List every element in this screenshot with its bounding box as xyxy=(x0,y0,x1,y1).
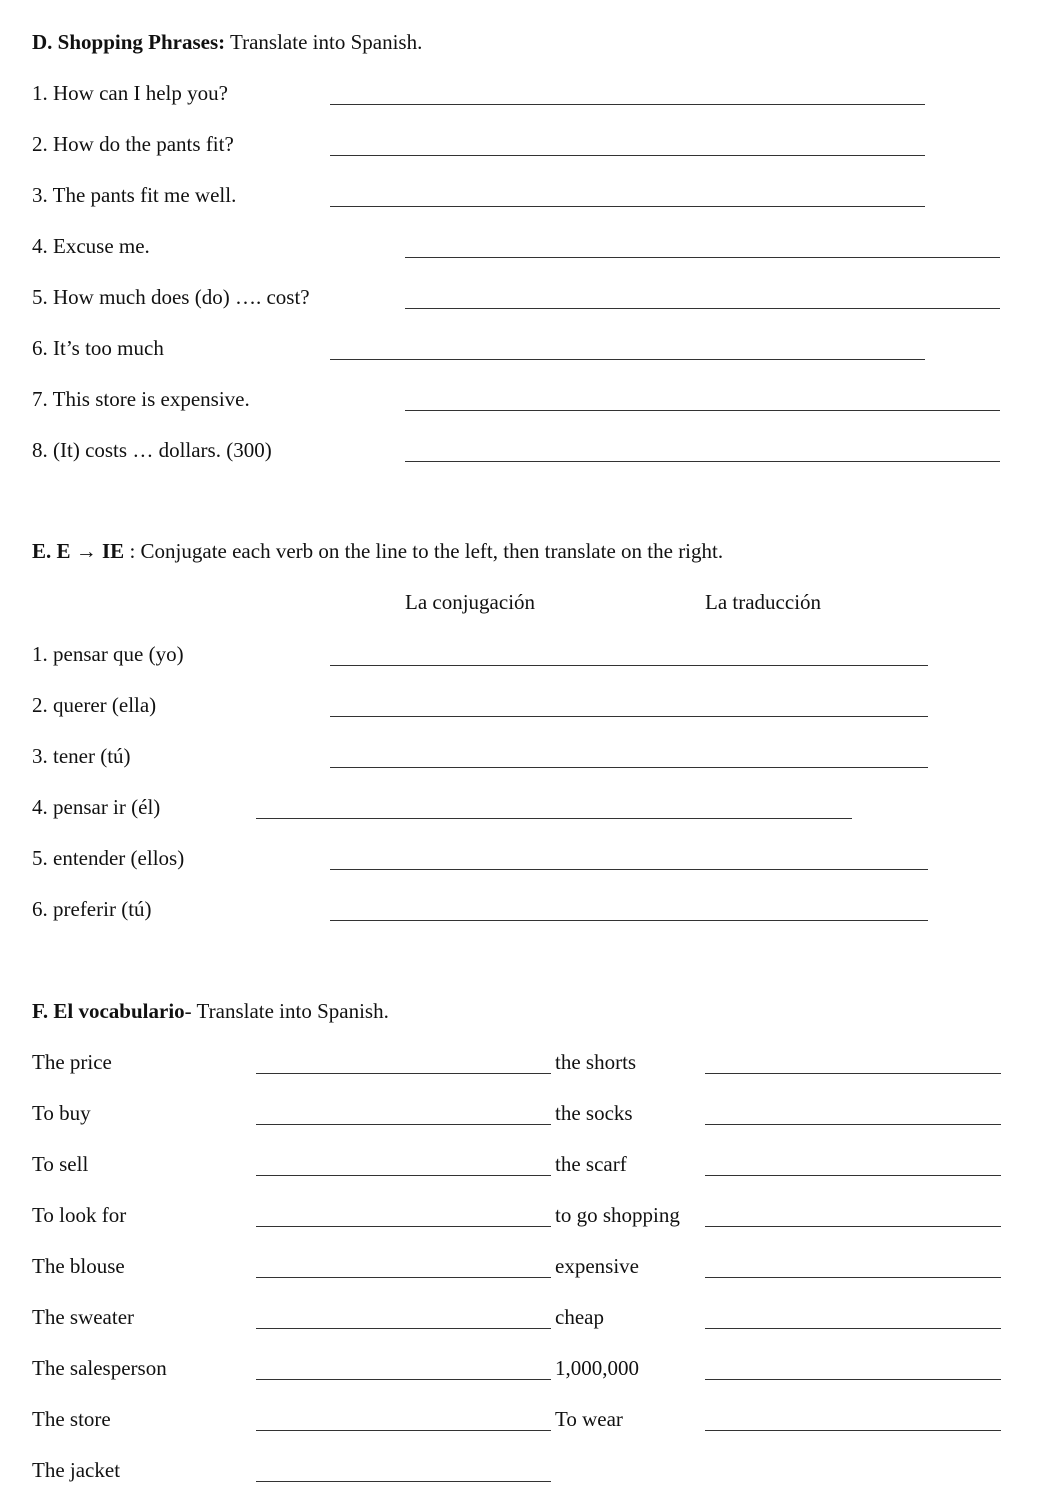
section-f-heading xyxy=(32,999,389,1023)
vocab-prompt: The sweater xyxy=(32,1305,135,1329)
conjugation-line[interactable] xyxy=(330,665,630,666)
translation-line[interactable] xyxy=(630,665,928,666)
phrase-prompt: 7. This store is expensive. xyxy=(32,387,250,411)
conjugation-line[interactable] xyxy=(256,818,553,819)
phrase-prompt: 3. The pants fit me well. xyxy=(32,183,237,207)
section-d-instruction: Translate into Spanish. xyxy=(225,30,423,54)
vocab-prompt: to go shopping xyxy=(555,1203,680,1227)
phrase-prompt: 8. (It) costs … dollars. (300) xyxy=(32,438,272,462)
answer-line[interactable] xyxy=(405,308,1000,309)
answer-line[interactable] xyxy=(705,1430,1001,1431)
translation-line[interactable] xyxy=(630,920,928,921)
conjugation-line[interactable] xyxy=(330,869,630,870)
section-e-instruction: : Conjugate each verb on the line to the left, then translate on the right. xyxy=(124,539,724,563)
vocab-prompt: The price xyxy=(32,1050,112,1074)
answer-line[interactable] xyxy=(705,1073,1001,1074)
answer-line[interactable] xyxy=(256,1379,551,1380)
answer-line[interactable] xyxy=(256,1481,551,1482)
vocab-prompt: the shorts xyxy=(555,1050,637,1074)
vocab-prompt: 1,000,000 xyxy=(555,1356,639,1380)
phrase-prompt: 4. Excuse me. xyxy=(32,234,150,258)
conjugation-line[interactable] xyxy=(330,767,630,768)
answer-line[interactable] xyxy=(256,1277,551,1278)
section-d-heading xyxy=(32,30,422,54)
vocab-prompt: To wear xyxy=(555,1407,623,1431)
answer-line[interactable] xyxy=(405,461,1000,462)
vocab-prompt: expensive xyxy=(555,1254,639,1278)
answer-line[interactable] xyxy=(705,1124,1001,1125)
verb-prompt: 1. pensar que (yo) xyxy=(32,642,184,666)
section-d-label: D. Shopping Phrases: xyxy=(32,30,226,54)
vocab-prompt: the scarf xyxy=(555,1152,627,1176)
verb-prompt: 2. querer (ella) xyxy=(32,693,157,717)
vocab-prompt: To sell xyxy=(32,1152,89,1176)
column-header-conjugation: La conjugación xyxy=(405,590,536,614)
answer-line[interactable] xyxy=(330,155,925,156)
vocab-prompt: cheap xyxy=(555,1305,604,1329)
phrase-prompt: 5. How much does (do) …. cost? xyxy=(32,285,310,309)
translation-line[interactable] xyxy=(630,869,928,870)
section-e-heading xyxy=(32,539,723,563)
section-e-label: E. E → IE xyxy=(32,539,125,563)
conjugation-line[interactable] xyxy=(330,716,630,717)
answer-line[interactable] xyxy=(330,104,925,105)
answer-line[interactable] xyxy=(705,1328,1001,1329)
answer-line[interactable] xyxy=(405,257,1000,258)
answer-line[interactable] xyxy=(256,1328,551,1329)
vocab-prompt: The store xyxy=(32,1407,111,1431)
answer-line[interactable] xyxy=(256,1175,551,1176)
answer-line[interactable] xyxy=(256,1226,551,1227)
translation-line[interactable] xyxy=(553,818,852,819)
conjugation-line[interactable] xyxy=(330,920,630,921)
phrase-prompt: 6. It’s too much xyxy=(32,336,164,360)
verb-prompt: 5. entender (ellos) xyxy=(32,846,185,870)
column-header-translation: La traducción xyxy=(705,590,822,614)
answer-line[interactable] xyxy=(256,1124,551,1125)
verb-prompt: 6. preferir (tú) xyxy=(32,897,152,921)
section-f-label: F. El vocabulario xyxy=(32,999,185,1023)
answer-line[interactable] xyxy=(330,206,925,207)
vocab-prompt: The jacket xyxy=(32,1458,121,1482)
vocab-prompt: To look for xyxy=(32,1203,127,1227)
vocab-prompt: To buy xyxy=(32,1101,91,1125)
section-f-instruction: - Translate into Spanish. xyxy=(184,999,389,1023)
phrase-prompt: 2. How do the pants fit? xyxy=(32,132,234,156)
answer-line[interactable] xyxy=(705,1226,1001,1227)
answer-line[interactable] xyxy=(256,1430,551,1431)
answer-line[interactable] xyxy=(705,1379,1001,1380)
phrase-prompt: 1. How can I help you? xyxy=(32,81,228,105)
answer-line[interactable] xyxy=(256,1073,551,1074)
vocab-prompt: the socks xyxy=(555,1101,633,1125)
verb-prompt: 3. tener (tú) xyxy=(32,744,131,768)
vocab-prompt: The blouse xyxy=(32,1254,125,1278)
translation-line[interactable] xyxy=(630,716,928,717)
translation-line[interactable] xyxy=(630,767,928,768)
vocab-prompt: The salesperson xyxy=(32,1356,167,1380)
verb-prompt: 4. pensar ir (él) xyxy=(32,795,161,819)
answer-line[interactable] xyxy=(405,410,1000,411)
answer-line[interactable] xyxy=(705,1175,1001,1176)
answer-line[interactable] xyxy=(705,1277,1001,1278)
answer-line[interactable] xyxy=(330,359,925,360)
